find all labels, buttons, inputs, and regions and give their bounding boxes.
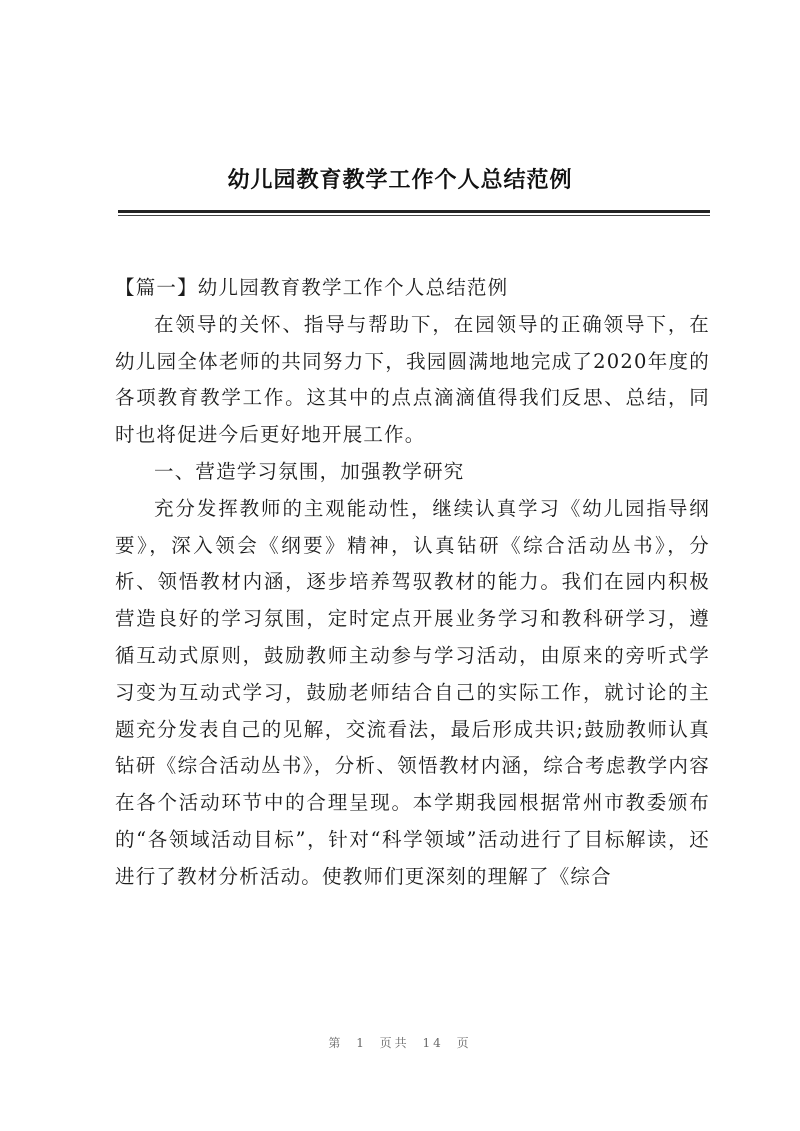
subheading-learning-atmosphere: 一、营造学习氛围，加强教学研究 [154,459,465,483]
paragraph-intro: 在领导的关怀、指导与帮助下，在园领导的正确领导下，在幼儿园全体老师的共同努力下，我园圆满地地完成了2020年度的各项教育教学工作。这其中的点点滴滴值得我们反思、总结，同时也将促进今后更好地开展工作。 [115,312,710,447]
document-body [115,270,710,896]
page-footer: 第 1 页共 14 页 [328,1036,472,1050]
title-divider-thick [118,210,710,213]
title-divider-thin [118,215,710,216]
paragraph-teaching-research: 充分发挥教师的主观能动性，继续认真学习《幼儿园指导纲要》，深入领会《纲要》精神，认真钻研《综合活动丛书》，分析、领悟教材内涵，逐步培养驾驭教材的能力。我们在园内积极营造良好的学习氛围，定时定点开展业务学习和教科研学习，遵循互动式原则，鼓励教师主动参与学习活动，由原来的旁听式学习变为互动式学习，鼓励老师结合自己的实际工作，就讨论的主题充分发表自己的见解，交流看法，最后形成共识;鼓励教师认真钻研《综合活动丛书》，分析、领悟教材内涵，综合考虑教学内容在各个活动环节中的合理呈现。本学期我园根据常州市教委颁布的“各领域活动目标”，针对“科学领域”活动进行了目标解读，还进行了教材分析活动。使教师们更深刻的理解了《综合 [115,496,710,888]
section-heading: 【篇一】幼儿园教育教学工作个人总结范例 [115,276,509,299]
document-title: 幼儿园教育教学工作个人总结范例 [227,168,573,193]
